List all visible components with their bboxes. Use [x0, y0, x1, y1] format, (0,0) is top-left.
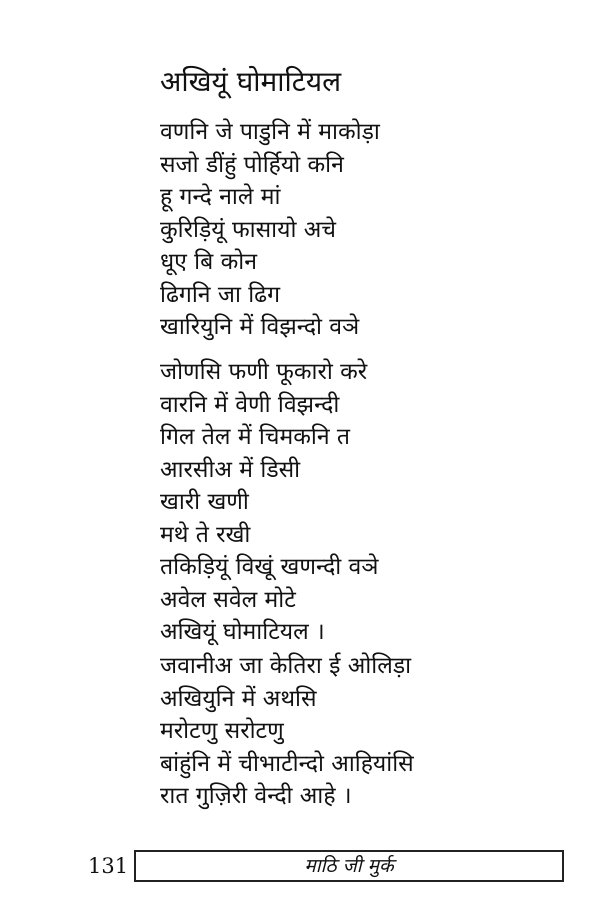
poem-line: जोणसि फणी फूकारो करे [160, 359, 368, 385]
book-title: माठि जी मुर्क [304, 855, 394, 877]
poem-line: तकिड़ियूं विखूं खणन्दी वञे [160, 554, 379, 580]
poem-line: अवेल सवेल मोटे [160, 586, 296, 613]
poem-line: वारनि में वेणी विझन्दी [160, 391, 340, 418]
poem-line: मरोटणु सरोटणु [160, 718, 284, 744]
poem-line: सजो डींहुं पोर्हियो कनि [160, 151, 344, 178]
poem-line: हू गन्दे नाले मां [160, 184, 281, 210]
poem-line: अखियूं घोमाटियल । [160, 619, 325, 645]
poem-line: मथे ते रखी [160, 521, 251, 548]
poem-line: आरसीअ में डिसी [160, 456, 301, 483]
poem-title: अखियूं घोमाटियल [160, 65, 342, 98]
stanza-2 [160, 356, 378, 649]
page-number: 131 [88, 854, 129, 878]
poem-line: ढिगनि जा ढिग [160, 281, 281, 308]
poem-line: जवानीअ जा केतिरा ई ओलिड़ा [160, 653, 412, 679]
stanza-1 [160, 116, 380, 344]
poem-line: रात गुज़िरी वेन्दी आहे । [160, 783, 352, 809]
poem-line: वणनि जे पाडुनि में माकोड़ा [160, 119, 380, 145]
poem-line: धूए बि कोन [160, 249, 257, 275]
stanza-3 [160, 650, 414, 813]
poem-line: अखियुनि में अथसि [160, 685, 317, 712]
poem-line: बांहुंनि में चीभाटीन्दो आहियांसि [160, 750, 414, 777]
poem-line: खारी खणी [160, 489, 249, 515]
poem-line: गिल तेल में चिमकनि त [160, 424, 351, 450]
running-footer [134, 850, 564, 882]
poem-line: कुरिड़ियूं फासायो अचे [160, 216, 336, 243]
poem-line: खारियुनि में विझन्दो वञे [160, 314, 360, 340]
